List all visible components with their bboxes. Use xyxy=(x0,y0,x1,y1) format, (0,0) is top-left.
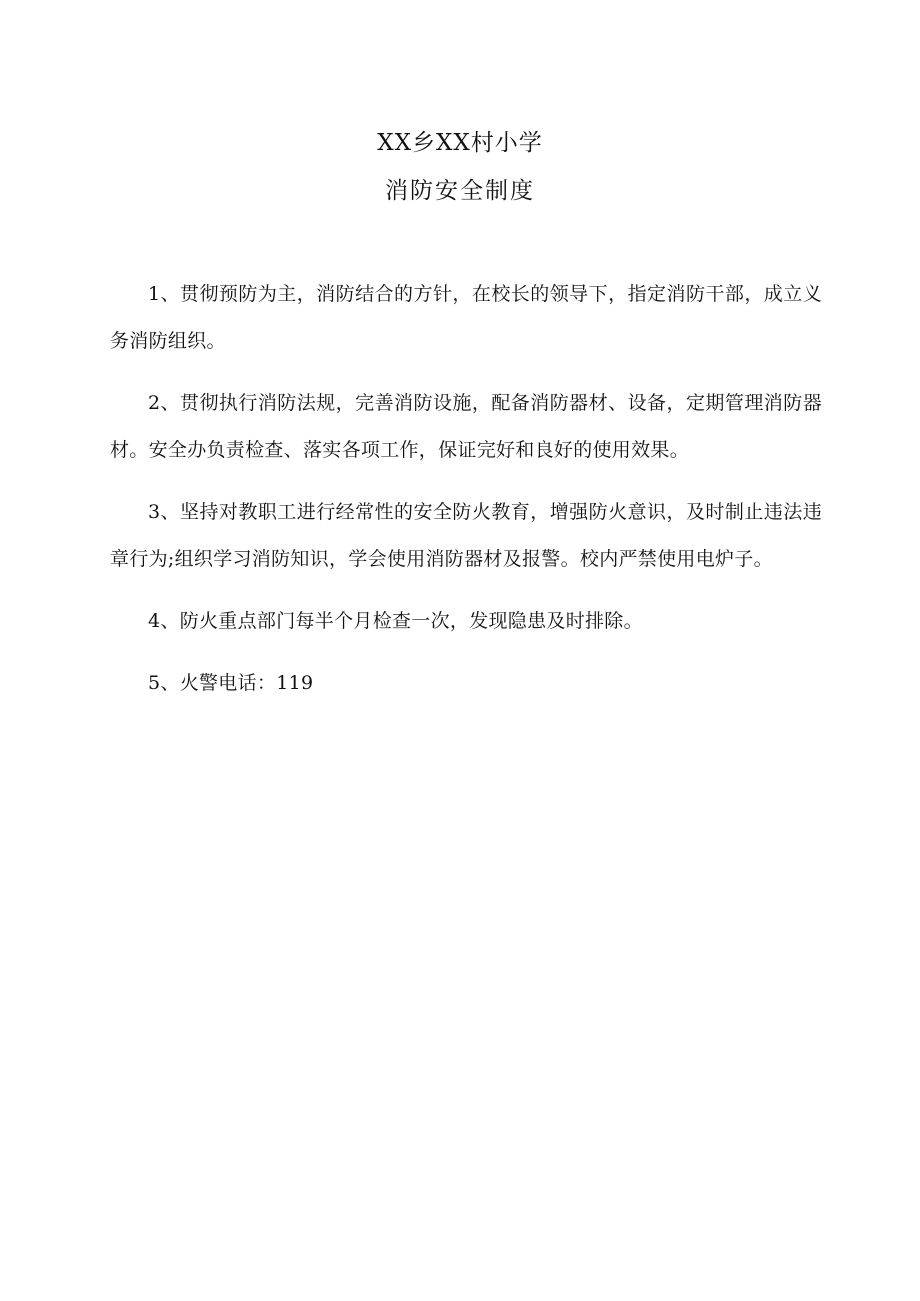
school-name-heading: XX乡XX村小学 xyxy=(377,130,543,156)
clause-1: 1、贯彻预防为主，消防结合的方针，在校长的领导下，指定消防干部，成立义务消防组织。 xyxy=(110,283,822,352)
clause-2: 2、贯彻执行消防法规，完善消防设施，配备消防器材、设备，定期管理消防器材。安全办负责检查、落实各项工作，保证完好和良好的使用效果。 xyxy=(110,392,822,461)
clause-4: 4、防火重点部门每半个月检查一次，发现隐患及时排除。 xyxy=(148,610,643,632)
document-title: 消防安全制度 xyxy=(385,178,535,204)
clause-3: 3、坚持对教职工进行经常性的安全防火教育，增强防火意识，及时制止违法违章行为;组织学习消防知识，学会使用消防器材及报警。校内严禁使用电炉子。 xyxy=(110,501,822,570)
clauses-body xyxy=(110,271,822,722)
clause-5: 5、火警电话：119 xyxy=(148,672,314,694)
